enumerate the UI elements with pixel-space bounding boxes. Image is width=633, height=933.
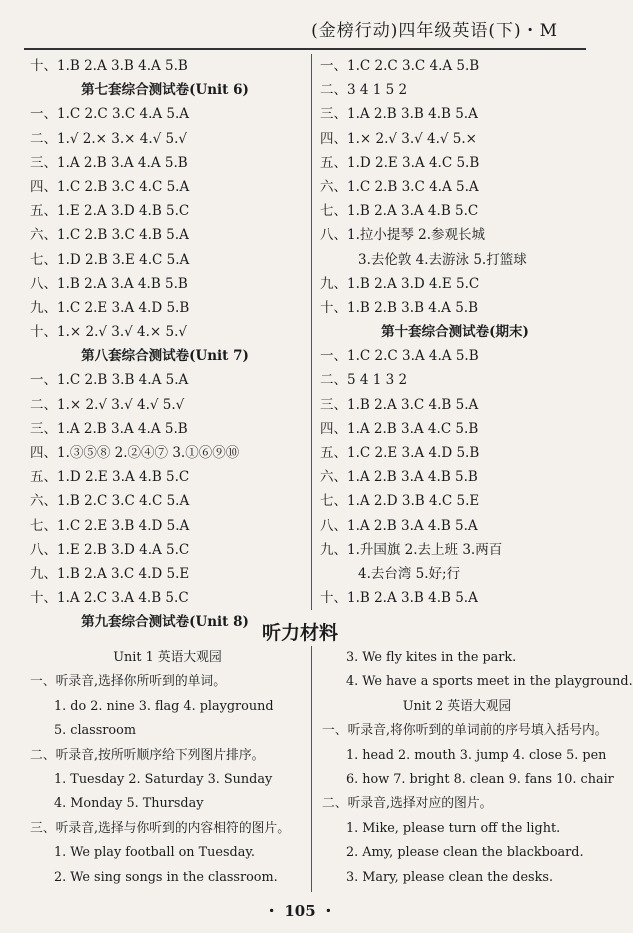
answer-row: 六、1.B 2.C 3.C 4.C 5.A — [30, 493, 190, 510]
listening-item: 4. We have a sports meet in the playground. — [346, 674, 633, 690]
listening-material-heading: 听力材料 — [261, 622, 338, 644]
listening-item: 1. We play football on Tuesday. — [54, 845, 255, 861]
listening-item: 4. Monday 5. Thursday — [54, 796, 204, 812]
answer-row: 九、1.C 2.E 3.A 4.D 5.B — [30, 299, 190, 316]
answer-row: 五、1.D 2.E 3.A 4.B 5.C — [30, 469, 190, 486]
listening-item: 1. do 2. nine 3. flag 4. playground — [54, 698, 274, 714]
page-number: ・ 105 ・ — [264, 902, 336, 920]
listening-item: 3. Mary, please clean the desks. — [346, 869, 554, 885]
answer-row: 三、1.B 2.A 3.C 4.B 5.A — [320, 396, 479, 413]
answer-row: 五、1.E 2.A 3.D 4.B 5.C — [30, 203, 190, 220]
answer-row: 五、1.D 2.E 3.A 4.C 5.B — [320, 154, 480, 171]
listening-item: 2. We sing songs in the classroom. — [54, 869, 278, 885]
answer-row: 八、1.拉小提琴 2.参观长城 — [320, 227, 486, 244]
answer-row: 八、1.A 2.B 3.A 4.B 5.A — [320, 517, 478, 534]
test-section-heading: 第八套综合测试卷(Unit 7) — [81, 348, 249, 365]
test-section-heading: 第九套综合测试卷(Unit 8) — [81, 614, 249, 631]
answer-row: 九、1.B 2.A 3.C 4.D 5.E — [30, 565, 190, 582]
answer-row: 十、1.A 2.C 3.A 4.B 5.C — [30, 590, 189, 607]
answer-row: 七、1.B 2.A 3.A 4.B 5.C — [320, 203, 479, 220]
answer-column-right — [320, 54, 590, 610]
column-divider-2 — [311, 646, 312, 892]
answer-row: 二、3 4 1 5 2 — [320, 82, 408, 99]
answer-row: 六、1.A 2.B 3.A 4.B 5.B — [320, 469, 478, 486]
column-divider — [311, 54, 312, 610]
answer-row: 五、1.C 2.E 3.A 4.D 5.B — [320, 445, 480, 461]
book-title: (金榜行动)四年级英语(下)・M — [311, 21, 558, 41]
unit-heading: Unit 2 英语大观园 — [402, 698, 512, 714]
answer-row: 九、1.升国旗 2.去上班 3.两百 — [320, 541, 503, 558]
test-section-heading: 第七套综合测试卷(Unit 6) — [81, 82, 249, 99]
listening-item: 2. Amy, please clean the blackboard. — [346, 845, 584, 861]
listening-item: 3. We fly kites in the park. — [346, 650, 517, 665]
answer-row: 一、1.C 2.C 3.C 4.A 5.B — [320, 58, 480, 74]
answer-row: 八、1.B 2.A 3.A 4.B 5.B — [30, 275, 188, 292]
answer-row: 七、1.A 2.D 3.B 4.C 5.E — [320, 493, 480, 510]
answer-row: 一、1.C 2.C 3.A 4.A 5.B — [320, 348, 479, 365]
test-section-heading: 第十套综合测试卷(期末) — [381, 324, 529, 341]
question-instruction: 三、听录音,选择与你听到的内容相符的图片。 — [30, 820, 291, 836]
answer-row: 四、1.③⑤⑧ 2.②④⑦ 3.①⑥⑨⑩ — [30, 445, 240, 461]
question-instruction: 一、听录音,选择你所听到的单词。 — [30, 674, 227, 690]
answer-row: 四、1.A 2.B 3.A 4.C 5.B — [320, 420, 479, 437]
answer-row: 六、1.C 2.B 3.C 4.B 5.A — [30, 227, 189, 244]
listening-item: 1. Tuesday 2. Saturday 3. Sunday — [54, 771, 273, 787]
page-header — [24, 4, 586, 50]
answer-row: 4.去台湾 5.好;行 — [358, 565, 461, 582]
answer-row: 一、1.C 2.B 3.B 4.A 5.A — [30, 372, 189, 389]
listening-item: 1. head 2. mouth 3. jump 4. close 5. pen — [346, 747, 607, 763]
listening-item: 1. Mike, please turn off the light. — [346, 820, 561, 836]
question-instruction: 二、听录音,按所听顺序给下列图片排序。 — [30, 747, 265, 763]
answer-row: 十、1.B 2.B 3.B 4.A 5.B — [320, 299, 478, 316]
answer-row: 四、1.× 2.√ 3.√ 4.√ 5.× — [320, 130, 477, 147]
listening-column-right — [322, 646, 633, 890]
question-instruction: 一、听录音,将你听到的单词前的序号填入括号内。 — [322, 723, 608, 739]
answer-row: 一、1.C 2.C 3.C 4.A 5.A — [30, 106, 190, 123]
answer-column-left — [30, 54, 300, 635]
answer-row: 十、1.B 2.A 3.B 4.B 5.A — [320, 590, 478, 607]
answer-row: 十、1.× 2.√ 3.√ 4.× 5.√ — [30, 324, 187, 341]
listening-item: 5. classroom — [54, 723, 136, 739]
answer-row: 七、1.D 2.B 3.E 4.C 5.A — [30, 251, 190, 268]
answer-row: 六、1.C 2.B 3.C 4.A 5.A — [320, 178, 479, 195]
answer-row: 二、1.√ 2.× 3.× 4.√ 5.√ — [30, 130, 187, 147]
answer-row: 二、5 4 1 3 2 — [320, 372, 408, 389]
unit-heading: Unit 1 英语大观园 — [113, 650, 222, 665]
answer-row: 三、1.A 2.B 3.A 4.A 5.B — [30, 420, 188, 437]
listening-column-left — [30, 646, 305, 890]
answer-row: 二、1.× 2.√ 3.√ 4.√ 5.√ — [30, 396, 185, 413]
answer-row: 3.去伦敦 4.去游泳 5.打篮球 — [358, 251, 527, 268]
answer-row: 四、1.C 2.B 3.C 4.C 5.A — [30, 178, 190, 195]
answer-row: 七、1.C 2.E 3.B 4.D 5.A — [30, 517, 190, 534]
answer-row: 三、1.A 2.B 3.A 4.A 5.B — [30, 154, 188, 171]
answer-row: 三、1.A 2.B 3.B 4.B 5.A — [320, 106, 478, 123]
answer-row: 八、1.E 2.B 3.D 4.A 5.C — [30, 541, 190, 558]
answer-row: 九、1.B 2.A 3.D 4.E 5.C — [320, 275, 480, 292]
question-instruction: 二、听录音,选择对应的图片。 — [322, 796, 493, 812]
answer-row: 十、1.B 2.A 3.B 4.A 5.B — [30, 58, 188, 74]
listening-item: 6. how 7. bright 8. clean 9. fans 10. chair — [346, 771, 614, 787]
